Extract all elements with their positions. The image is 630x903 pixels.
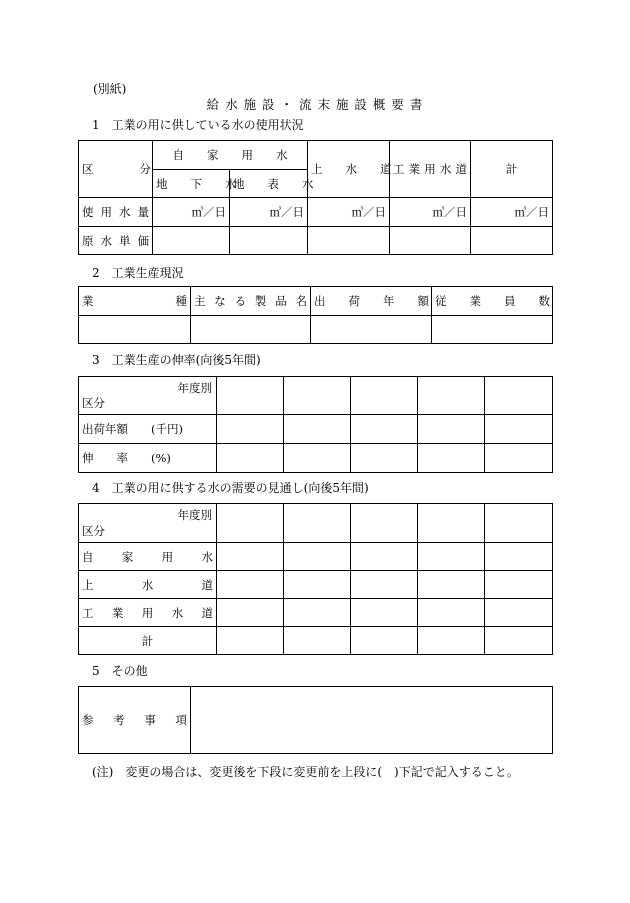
unit-cell: ㎥／日: [390, 198, 471, 227]
year-label: 年度別: [177, 381, 212, 395]
empty-cell: [191, 316, 311, 344]
josui-row-label: 上 水 道: [79, 571, 217, 599]
attachment-label: (別紙): [93, 82, 127, 96]
kubun-header: 区 分: [79, 141, 153, 198]
jika-header: 自 家 用 水: [153, 141, 308, 170]
shipment-header: 出 荷 年 額: [311, 287, 432, 316]
kubun-label: 区分: [82, 524, 105, 538]
section2-heading: 2 工業生産現況: [92, 266, 184, 280]
price-row-label: 原 水 単 価: [79, 227, 153, 255]
empty-cell: [284, 504, 351, 543]
unit-cell: ㎥／日: [153, 198, 230, 227]
jika-row-label: 自 家 用 水: [79, 543, 217, 571]
empty-cell: [418, 415, 485, 444]
josui-header: 上 水 道: [308, 141, 390, 198]
usage-row-label: 使 用 水 量: [79, 198, 153, 227]
empty-cell: [217, 627, 284, 655]
empty-cell: [418, 571, 485, 599]
empty-cell: [418, 377, 485, 415]
empty-cell: [351, 504, 418, 543]
empty-cell: [485, 543, 553, 571]
empty-cell: [284, 377, 351, 415]
empty-cell: [230, 227, 308, 255]
section5-heading: 5 その他: [92, 664, 148, 678]
empty-cell: [351, 377, 418, 415]
empty-cell: [485, 599, 553, 627]
empty-cell: [471, 227, 553, 255]
year-kubun-cell: [79, 504, 217, 543]
remarks-table: [78, 686, 553, 754]
chihyo-header: 地 表 水: [230, 170, 308, 198]
empty-cell: [217, 543, 284, 571]
empty-cell: [217, 599, 284, 627]
empty-cell: [284, 627, 351, 655]
empty-cell: [390, 227, 471, 255]
remarks-label: 参 考 事 項: [79, 687, 191, 754]
growth-table: [78, 376, 553, 473]
empty-cell: [153, 227, 230, 255]
kogyo-row-label: 工 業 用 水 道: [79, 599, 217, 627]
total-header: 計: [471, 141, 553, 198]
unit-cell: ㎥／日: [230, 198, 308, 227]
employees-header: 従 業 員 数: [432, 287, 553, 316]
empty-cell: [485, 415, 553, 444]
empty-cell: [351, 627, 418, 655]
empty-cell: [485, 377, 553, 415]
water-usage-table: [78, 140, 553, 255]
year-label: 年度別: [177, 508, 212, 522]
empty-cell: [351, 543, 418, 571]
footnote: (注) 変更の場合は、変更後を下段に変更前を上段に( )下記で記入すること。: [92, 765, 519, 779]
empty-cell: [351, 599, 418, 627]
remarks-value: [191, 687, 553, 754]
empty-cell: [217, 377, 284, 415]
empty-cell: [217, 444, 284, 473]
empty-cell: [418, 543, 485, 571]
empty-cell: [485, 571, 553, 599]
empty-cell: [485, 504, 553, 543]
empty-cell: [418, 627, 485, 655]
production-table: [78, 286, 553, 344]
empty-cell: [311, 316, 432, 344]
empty-cell: [284, 415, 351, 444]
empty-cell: [351, 415, 418, 444]
empty-cell: [284, 599, 351, 627]
page-title: 給 水 施 設 ・ 流 末 施 設 概 要 書: [206, 97, 424, 112]
empty-cell: [79, 316, 191, 344]
empty-cell: [217, 571, 284, 599]
empty-cell: [351, 444, 418, 473]
empty-cell: [485, 444, 553, 473]
unit-cell: ㎥／日: [471, 198, 553, 227]
empty-cell: [308, 227, 390, 255]
section1-heading: 1 工業の用に供している水の使用状況: [92, 118, 304, 132]
unit-cell: ㎥／日: [308, 198, 390, 227]
product-header: 主 な る 製 品 名: [191, 287, 311, 316]
empty-cell: [284, 543, 351, 571]
empty-cell: [485, 627, 553, 655]
section3-heading: 3 工業生産の伸率(向後5年間): [92, 353, 261, 367]
empty-cell: [418, 599, 485, 627]
total-row-label: 計: [79, 627, 217, 655]
kogyo-header: 工業用水道: [390, 141, 471, 198]
empty-cell: [351, 571, 418, 599]
empty-cell: [217, 415, 284, 444]
empty-cell: [418, 444, 485, 473]
demand-table: [78, 503, 553, 655]
section4-heading: 4 工業の用に供する水の需要の見通し(向後5年間): [92, 481, 369, 495]
chika-header: 地 下 水: [153, 170, 230, 198]
industry-header: 業 種: [79, 287, 191, 316]
growth-row-label: 伸 率 (%): [79, 444, 217, 473]
empty-cell: [284, 444, 351, 473]
empty-cell: [284, 571, 351, 599]
empty-cell: [217, 504, 284, 543]
shipment-row-label: 出荷年額 (千円): [79, 415, 217, 444]
kubun-label: 区分: [82, 396, 105, 410]
empty-cell: [418, 504, 485, 543]
year-kubun-cell: [79, 377, 217, 415]
empty-cell: [432, 316, 553, 344]
